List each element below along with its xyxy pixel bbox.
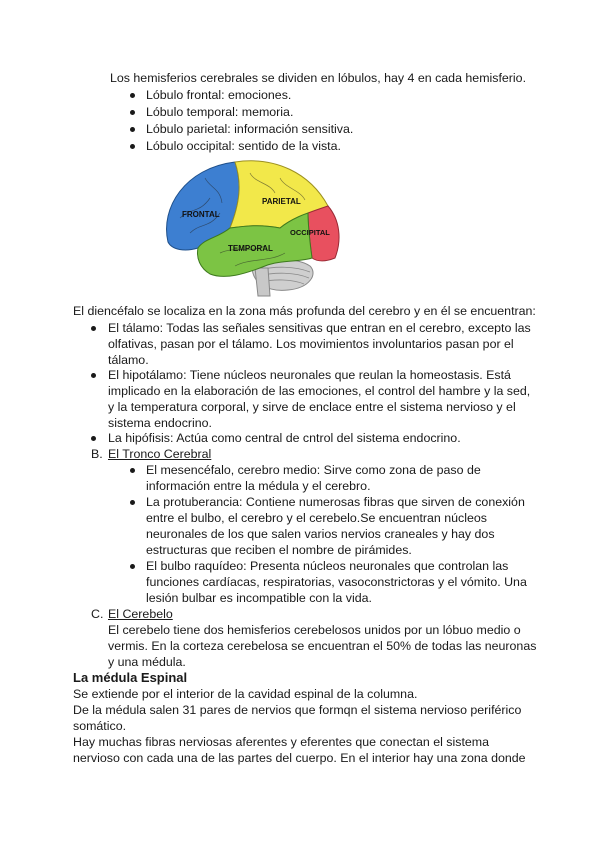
cerebellum-line-1: El cerebelo tiene dos hemisferios cerebelosos unidos por un lóbuo medio o — [108, 623, 521, 637]
pons-line-1: La protuberancia: Contiene numerosas fibras que sirven de conexión — [146, 495, 525, 509]
spinal-line-2: De la médula salen 31 pares de nervios que formqn el sistema nervioso periférico — [73, 703, 522, 717]
spinal-line-5: nervioso con cada una de las partes del cuerpo. En el interior hay una zona donde — [73, 751, 526, 765]
lobe-occipital: Lóbulo occipital: sentido de la vista. — [146, 139, 341, 153]
cerebellum-marker: C. — [91, 607, 104, 621]
spinal-line-4: Hay muchas fibras nerviosas aferentes y eferentes que conectan el sistema — [73, 735, 489, 749]
frontal-label: FRONTAL — [182, 210, 220, 219]
spinal-line-3: somático. — [73, 719, 127, 733]
pons-line-3: neuronales de los que salen varios nervios craneales y hay dos — [146, 527, 495, 541]
cerebellum-title: El Cerebelo — [108, 607, 173, 621]
spinal-heading: La médula Espinal — [73, 670, 188, 685]
thalamus-line-1: El tálamo: Todas las señales sensitivas que entran en el cerebro, excepto las — [108, 321, 531, 335]
lobe-frontal: Lóbulo frontal: emociones. — [146, 88, 292, 102]
lobe-parietal: Lóbulo parietal: información sensitiva. — [146, 122, 354, 136]
brainstem-shape — [255, 268, 270, 296]
pons-line-2: entre el bulbo, el cerebro y el cerebelo.Se encuentran núcleos — [146, 511, 487, 525]
bullet-icon — [130, 110, 135, 115]
thalamus-line-2: olfativas, pasan por el tálamo. Los movimientos involuntarios pasan por el — [108, 337, 514, 351]
thalamus-line-3: tálamo. — [108, 353, 149, 367]
occipital-label: OCCIPITAL — [290, 228, 330, 237]
brainstem-marker: B. — [91, 447, 103, 461]
bullet-icon — [130, 500, 135, 505]
bullet-icon — [130, 93, 135, 98]
brainstem-title: El Tronco Cerebral — [108, 447, 212, 461]
cerebellum-line-3: y una médula. — [108, 655, 186, 669]
bullet-icon — [91, 436, 96, 441]
cerebellum-line-2: vermis. En la corteza cerebelosa se encuentran el 50% de todas las neuronas — [108, 639, 537, 653]
brain-illustration — [160, 158, 350, 298]
bullet-icon — [91, 373, 96, 378]
hypothalamus-line-2: implicado en la elaboración de las emociones, el control del hambre y la sed, — [108, 384, 531, 398]
bullet-icon — [130, 468, 135, 473]
parietal-label: PARIETAL — [262, 197, 301, 206]
hypothalamus-line-4: sistema endocrino. — [108, 416, 212, 430]
medulla-line-2: funciones cardíacas, respiratorias, vasoconstrictoras y el vómito. Una — [146, 575, 527, 589]
bullet-icon — [130, 144, 135, 149]
lobes-intro: Los hemisferios cerebrales se dividen en lóbulos, hay 4 en cada hemisferio. — [110, 71, 527, 85]
spinal-line-1: Se extiende por el interior de la cavidad espinal de la columna. — [73, 687, 418, 701]
bullet-icon — [91, 326, 96, 331]
hypothalamus-line-3: y la temperatura corporal, y sirve de enclace entre el sistema nervioso y el — [108, 400, 516, 414]
diencephalon-intro: El diencéfalo se localiza en la zona más profunda del cerebro y en él se encuentran: — [73, 304, 536, 318]
temporal-label: TEMPORAL — [228, 244, 273, 253]
mesencephalon-line-1: El mesencéfalo, cerebro medio: Sirve como zona de paso de — [146, 463, 481, 477]
lobe-temporal: Lóbulo temporal: memoria. — [146, 105, 294, 119]
bullet-icon — [130, 127, 135, 132]
mesencephalon-line-2: información entre la médula y el cerebro. — [146, 479, 371, 493]
hypothalamus-line-1: El hipotálamo: Tiene núcleos neuronales que reulan la homeostasis. Está — [108, 368, 511, 382]
pons-line-4: estructuras que reciben el nombre de pirámides. — [146, 543, 412, 557]
medulla-line-1: El bulbo raquídeo: Presenta núcleos neuronales que controlan las — [146, 559, 509, 573]
bullet-icon — [130, 564, 135, 569]
medulla-line-3: lesión bulbar es incompatible con la vida. — [146, 591, 372, 605]
hypophysis-line: La hipófisis: Actúa como central de cntrol del sistema endocrino. — [108, 431, 461, 445]
